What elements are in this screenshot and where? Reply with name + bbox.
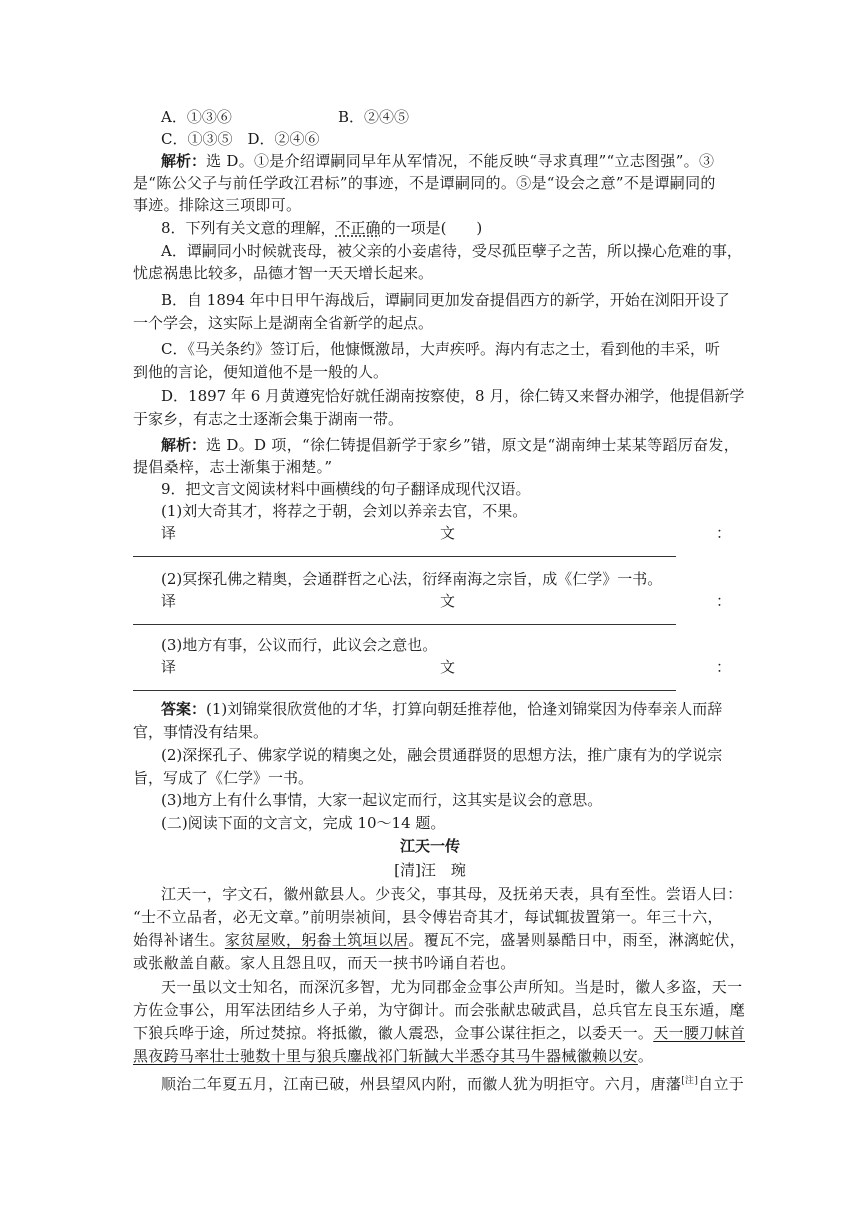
q9-yi-3: 译 <box>161 658 177 676</box>
answer-line-3[interactable] <box>133 690 676 691</box>
q7-analysis-text: 选 D。①是介绍谭嗣同早年从军情况，不能反映“寻求真理”“立志图强”。③ <box>206 152 715 170</box>
passage-p2-line4 <box>133 1045 653 1067</box>
p1-text-a: 始得补诸生。 <box>133 931 225 949</box>
passage-p2-line2: 方佐佥事公，用军法团结乡人子弟，为守御计。而会张献忠破武昌，总兵官左良玉东遁，麾 <box>133 1001 746 1019</box>
q9-colon-3: ： <box>716 658 732 676</box>
q9-wen-2: 文 <box>440 592 456 610</box>
footnote-mark: [注] <box>681 1076 699 1086</box>
q8-stem-c: 的一项是( ) <box>380 219 483 237</box>
q8-option-c-line1: C．《马关条约》签订后，他慷慨激昂，大声疾呼。海内有志之士，看到他的丰采，听 <box>161 340 720 358</box>
q9-sentence-1: (1)刘大奇其才，将荐之于朝，会刘以养亲去官，不果。 <box>161 502 528 520</box>
q8-stem-a: 8．下列有关文意的理解， <box>161 219 336 237</box>
p3-text-b: 自立于 <box>698 1075 745 1093</box>
p3-text-a: 顺治二年夏五月，江南已破，州县望风内附，而徽人犹为明拒守。六月，唐藩 <box>161 1075 682 1093</box>
p2-underlined: 黑夜跨马率壮士驰数十里与狼兵鏖战祁门斩馘大半悉夺其马牛器械徽赖以安 <box>133 1047 638 1065</box>
q7-option-cd: C．①③⑤ D．②④⑥ <box>161 130 320 148</box>
q9-answer-2b: 旨，写成了《仁学》一书。 <box>133 769 314 787</box>
q9-colon-2: ： <box>716 592 732 610</box>
q8-stem-emphasis: 不正确 <box>335 219 381 237</box>
passage-title: 江天一传 <box>399 837 460 855</box>
q7-analysis-line1 <box>161 150 714 172</box>
q9-sentence-3: (3)地方有事，公议而行，此议会之意也。 <box>161 636 438 654</box>
q8-analysis-line1 <box>161 434 739 456</box>
q7-analysis-line2: 是“陈公父子与前任学政江君标”的事迹，不是谭嗣同的。⑤是“设会之意”不是谭嗣同的 <box>133 174 716 192</box>
q8-option-d-line2: 于家乡，有志之士逐渐会集于湖南一带。 <box>133 410 404 428</box>
section2-intro: (二)阅读下面的文言文，完成 10～14 题。 <box>161 814 446 832</box>
q8-option-d-line1: D．1897 年 6 月黄遵宪恰好就任湖南按察使，8 月，徐仁铸又来督办湘学，他提倡新学 <box>161 387 745 405</box>
passage-p1-line4: 或张敝盖自蔽。家人且怨且叹，而天一挟书吟诵自若也。 <box>133 954 516 972</box>
q9-wen-3: 文 <box>440 658 456 676</box>
q8-option-a-line1: A．谭嗣同小时候就丧母，被父亲的小妾虐待，受尽孤臣孽子之苦，所以操心危难的事， <box>161 242 742 260</box>
q8-analysis-line2: 提倡桑梓，志士渐集于湘楚。” <box>133 458 333 476</box>
analysis-label: 解析： <box>161 152 207 170</box>
q9-stem: 9．把文言文阅读材料中画横线的句子翻译成现代汉语。 <box>161 480 531 498</box>
q9-wen-1: 文 <box>440 524 456 542</box>
q7-analysis-line3: 事迹。排除这三项即可。 <box>133 196 302 214</box>
answer-label: 答案： <box>161 700 207 718</box>
p1-text-c: 。覆瓦不完，盛暑则暴酷日中，雨至，淋漓蛇伏， <box>408 931 746 949</box>
p1-underlined: 家贫屋败，躬畚土筑垣以居 <box>224 931 409 949</box>
q8-option-a-line2: 忧虑祸患比较多，品德才智一天天增长起来。 <box>133 264 434 282</box>
p2-underlined-start: 天一腰刀帓首 <box>653 1024 746 1042</box>
q7-option-a: A．①③⑥ <box>161 108 232 126</box>
passage-p1-line1: 江天一，字文石，徽州歙县人。少丧父，事其母，及抚弟天表，具有至性。尝语人曰： <box>161 885 743 903</box>
q7-option-b: B．②④⑤ <box>338 108 410 126</box>
passage-p3-line1 <box>161 1070 744 1095</box>
q8-option-b-line1: B．自 1894 年中日甲午海战后，谭嗣同更加发奋提倡西方的新学，开始在浏阳开设了 <box>161 291 730 309</box>
passage-p2-line1: 天一虽以文士知名，而深沉多智，尤为同郡金佥事公声所知。当是时，徽人多盗，天一 <box>161 978 743 996</box>
q9-answer-3: (3)地方上有什么事情，大家一起议定而行，这其实是议会的意思。 <box>161 791 603 809</box>
q8-option-c-line2: 到他的言论，便知道他不是一般的人。 <box>133 363 389 381</box>
p2-period: 。 <box>637 1047 654 1065</box>
p2-text: 下狼兵哗于途，所过焚掠。将抵徽，徽人震恐，佥事公谋往拒之，以委天一。 <box>133 1024 654 1042</box>
q8-analysis-text: 选 D。D 项，“徐仁铸提倡新学于家乡”错，原文是“湖南绅士某某等蹈厉奋发， <box>206 436 740 454</box>
q8-option-b-line2: 一个学会，这实际上是湖南全省新学的起点。 <box>133 314 434 332</box>
passage-author: [清]汪 琬 <box>394 861 466 879</box>
answer-line-1[interactable] <box>133 556 676 557</box>
passage-p1-line2: “士不立品者，必无文章。”前明崇祯间，县令傅岩奇其才，每试辄拔置第一。年三十六， <box>133 908 723 926</box>
q9-colon-1: ： <box>716 524 732 542</box>
q9-answer-2a: (2)深探孔子、佛家学说的精奥之处，融会贯通群贤的思想方法，推广康有为的学说宗 <box>161 746 723 764</box>
q9-sentence-2: (2)冥探孔佛之精奥，会通群哲之心法，衍绎南海之宗旨，成《仁学》一书。 <box>161 570 663 588</box>
q9-yi-1: 译 <box>161 524 177 542</box>
q9-answer-1a <box>161 698 722 720</box>
passage-p1-line3 <box>133 929 745 951</box>
q9-yi-2: 译 <box>161 592 177 610</box>
q8-stem <box>161 217 482 239</box>
answer-line-2[interactable] <box>133 624 676 625</box>
passage-p2-line3 <box>133 1022 745 1044</box>
q9-answer-1b: 官，事情没有结果。 <box>133 723 269 741</box>
analysis-label: 解析： <box>161 436 207 454</box>
q9-answer-text: (1)刘锦棠很欣赏他的才华，打算向朝廷推荐他，恰逢刘锦棠因为侍奉亲人而辞 <box>206 700 723 718</box>
